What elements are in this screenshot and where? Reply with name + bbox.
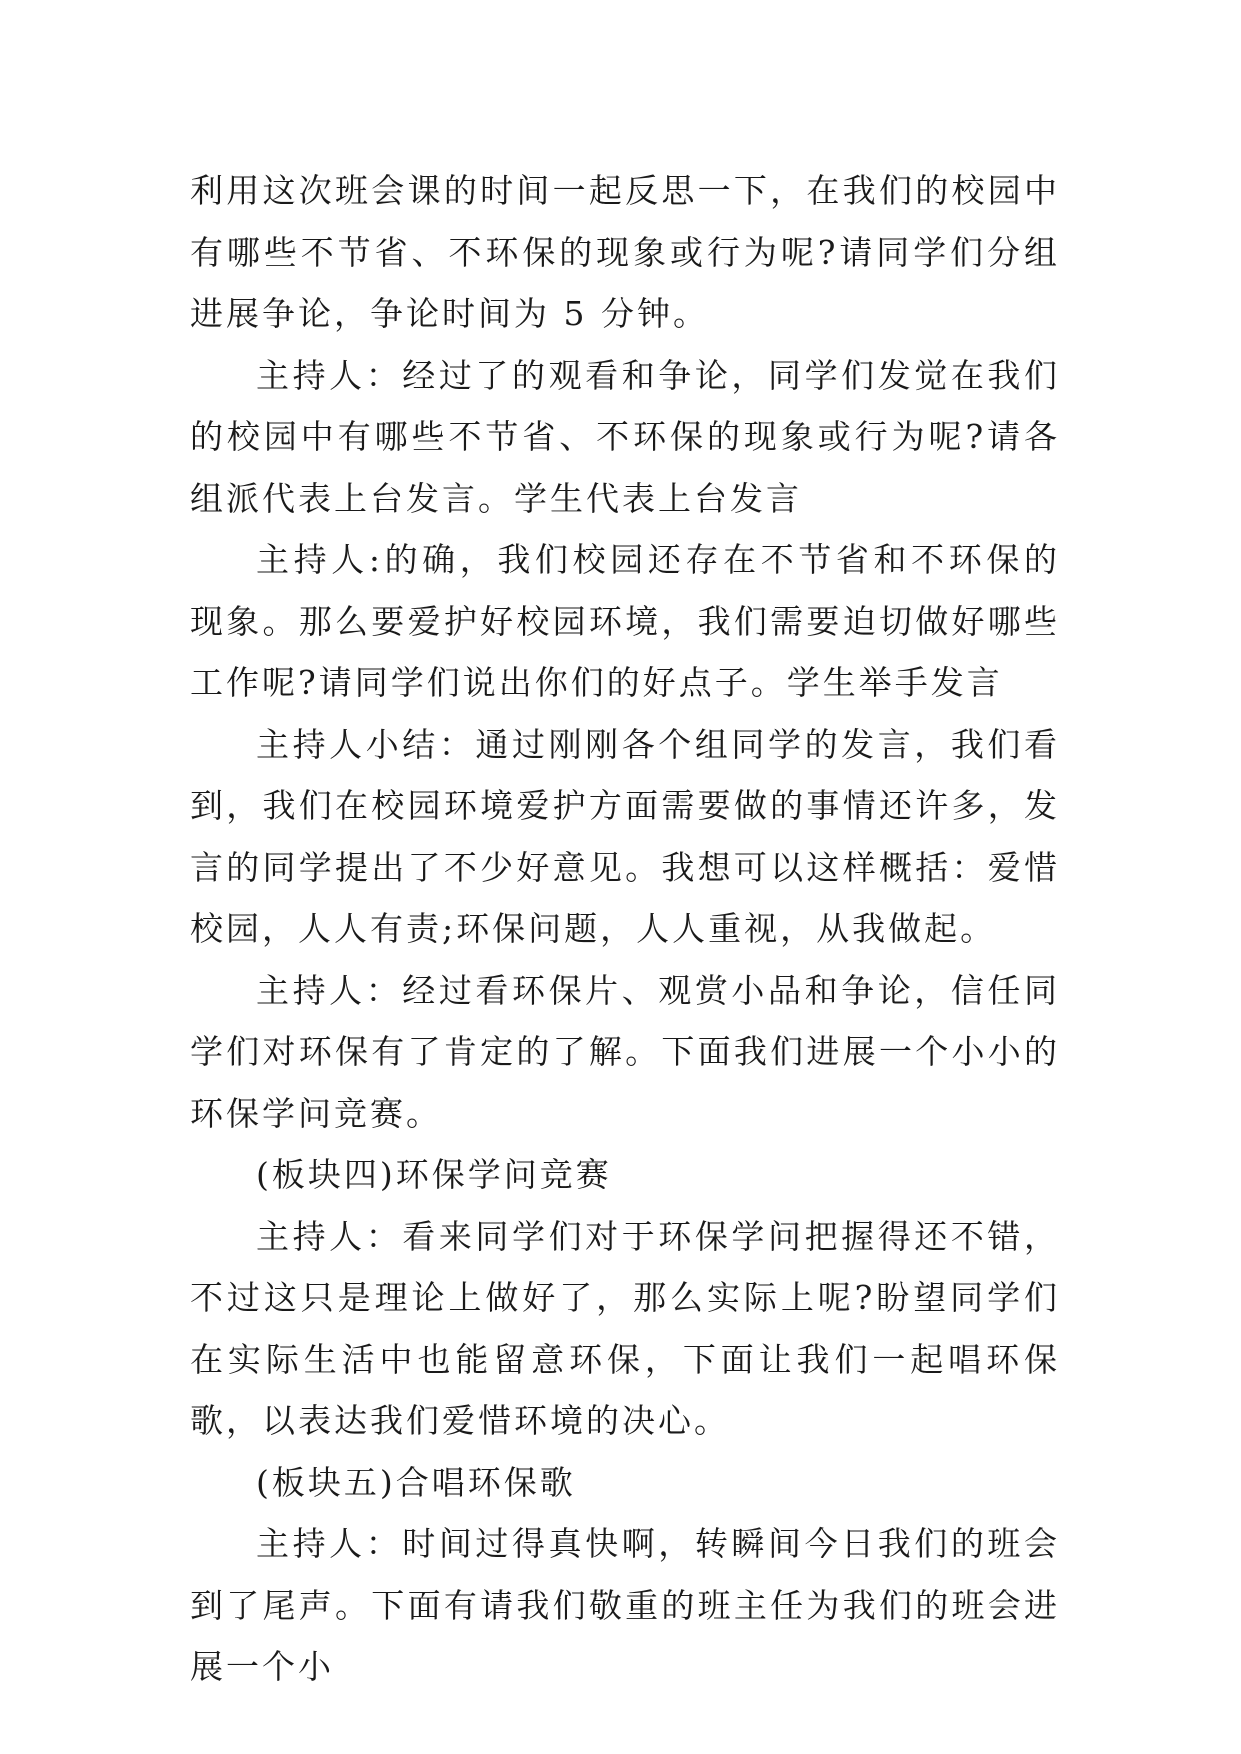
paragraph-4: 主持人小结：通过刚刚各个组同学的发言，我们看到，我们在校园环境爱护方面需要做的事情还许多，发言的同学提出了不少好意见。我想可以这样概括：爱惜校园，人人有责;环保问题，人人重视，从我做起。 [190, 724, 1060, 948]
section-heading-5: (板块五)合唱环保歌 [256, 1462, 576, 1502]
paragraph-2: 主持人：经过了的观看和争论，同学们发觉在我们的校园中有哪些不节省、不环保的现象或行为呢?请各组派代表上台发言。学生代表上台发言 [190, 355, 1060, 518]
paragraph-5: 主持人：经过看环保片、观赏小品和争论，信任同学们对环保有了肯定的了解。下面我们进展一个小小的环保学问竞赛。 [190, 970, 1060, 1133]
paragraph-6: 主持人：看来同学们对于环保学问把握得还不错，不过这只是理论上做好了，那么实际上呢?盼望同学们在实际生活中也能留意环保，下面让我们一起唱环保歌，以表达我们爱惜环境的决心。 [190, 1216, 1060, 1440]
document-body [190, 160, 1060, 1698]
section-heading-4: (板块四)环保学问竞赛 [256, 1155, 612, 1194]
paragraph-1: 利用这次班会课的时间一起反思一下，在我们的校园中有哪些不节省、不环保的现象或行为呢?请同学们分组进展争论，争论时间为 5 分钟。 [190, 171, 1060, 333]
paragraph-7: 主持人：时间过得真快啊，转瞬间今日我们的班会到了尾声。下面有请我们敬重的班主任为我们的班会进展一个小 [190, 1524, 1060, 1686]
paragraph-3: 主持人:的确，我们校园还存在不节省和不环保的现象。那么要爱护好校园环境，我们需要迫切做好哪些工作呢?请同学们说出你们的好点子。学生举手发言 [190, 540, 1060, 702]
